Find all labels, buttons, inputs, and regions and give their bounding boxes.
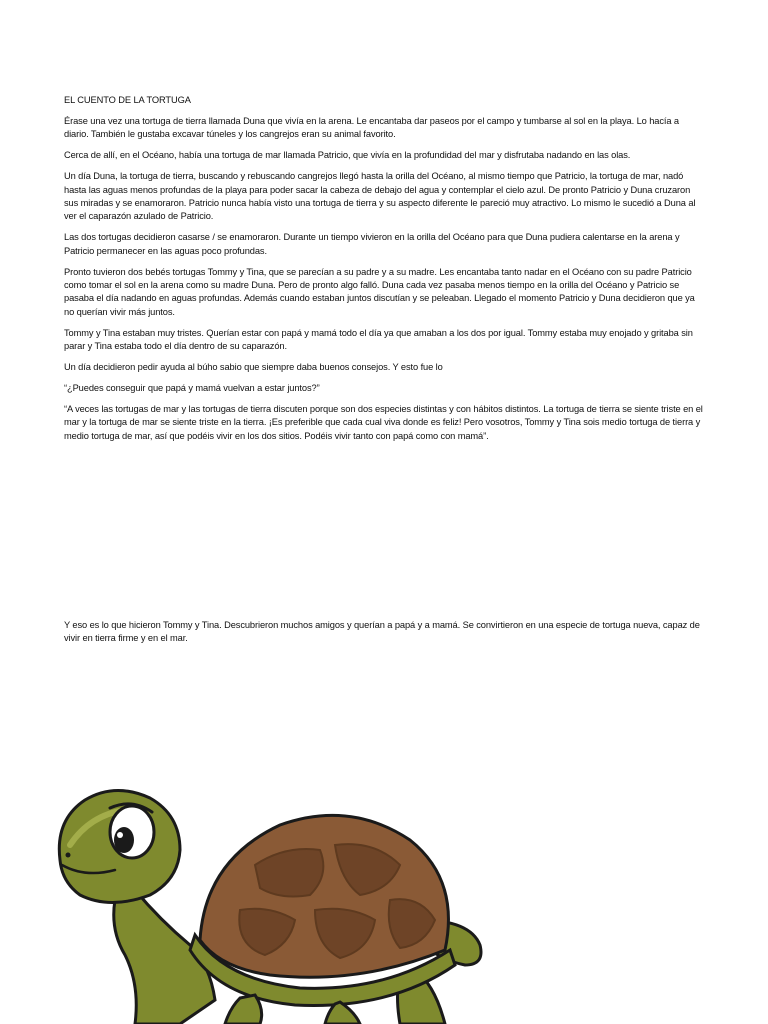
story-paragraph: Un día Duna, la tortuga de tierra, buscando y rebuscando cangrejos llegó hasta la orilla del Océano, al mismo tiempo que Patricio, la tortuga de mar, nadó hasta las aguas menos profundas de la playa para poder sacar la cabeza de debajo del agua y contemplar el cielo azul. De pronto Patricio y Duna cruzaron sus miradas y se enamoraron. Patricio nunca había visto una tortuga de tierra y su aspecto diferente le pareció muy atractivo. Lo mismo le sucedió a Duna al ver el caparazón azulado de Patricio. [64,171,696,222]
story-paragraph: Las dos tortugas decidieron casarse / se enamoraron. Durante un tiempo vivieron en la orilla del Océano para que Duna pudiera calentarse en la arena y Patricio permanecer en las aguas poco profundas. [64,232,680,256]
story-paragraph: Pronto tuvieron dos bebés tortugas Tommy y Tina, que se parecían a su padre y a su madre. Les encantaba tanto nadar en el Océano con su padre Patricio como tomar el sol en la arena como su madre Duna. Pero de pronto algo falló. Duna cada vez pasaba menos tiempo en la orilla del Océano y Patricio se pasaba el día nadando en aguas profundas. Además cuando estaban juntos discutían y se peleaban. Llegado el momento Patricio y Duna decidieron que ya no querían vivir más juntos. [64,266,695,317]
turtle-front-foot [225,995,262,1024]
turtle-shell [200,815,448,977]
story-paragraph: Cerca de allí, en el Océano, había una tortuga de mar llamada Patricio, que vivía en la profundidad del mar y disfrutaba nadando en las olas. [64,150,631,161]
story-paragraph: “¿Puedes conseguir que papá y mamá vuelvan a estar juntos?” [64,382,320,393]
story-paragraph: Tommy y Tina estaban muy tristes. Querían estar con papá y mamá todo el día ya que amaban a los dos por igual. Tommy estaba muy enojado y gritaba sin parar y Tina estaba todo el día dentro de su caparazón. [64,327,693,352]
story-paragraph: “A veces las tortugas de mar y las tortugas de tierra discuten porque son dos especies distintas y con hábitos distintos. La tortuga de tierra se siente triste en el mar y la tortuga de mar se siente triste en la tierra. ¡Es preferible que cada cual viva donde es feliz! Pero vosotros, Tommy y Tina sois medio tortuga de tierra y medio tortuga de mar, así que podéis vivir en los dos sitios. Podéis vivir tanto con papá como con mamá”. [64,403,703,441]
turtle-illustration [40,770,500,1024]
story-ending: Y eso es lo que hicieron Tommy y Tina. Descubrieron muchos amigos y querían a papá y a mamá. Se convirtieron en una especie de tortuga nueva, capaz de vivir en tierra firme y en el mar. [64,620,700,644]
story-title: EL CUENTO DE LA TORTUGA [64,95,191,105]
story-body [64,94,704,451]
story-paragraph: Un día decidieron pedir ayuda al búho sabio que siempre daba buenos consejos. Y esto fue lo [64,362,443,372]
story-paragraph: Érase una vez una tortuga de tierra llamada Duna que vivía en la arena. Le encantaba dar paseos por el campo y tumbarse al sol en la playa. Lo hacía a diario. También le gustaba excavar túneles y los cangrejos eran su animal favorito. [64,115,680,140]
